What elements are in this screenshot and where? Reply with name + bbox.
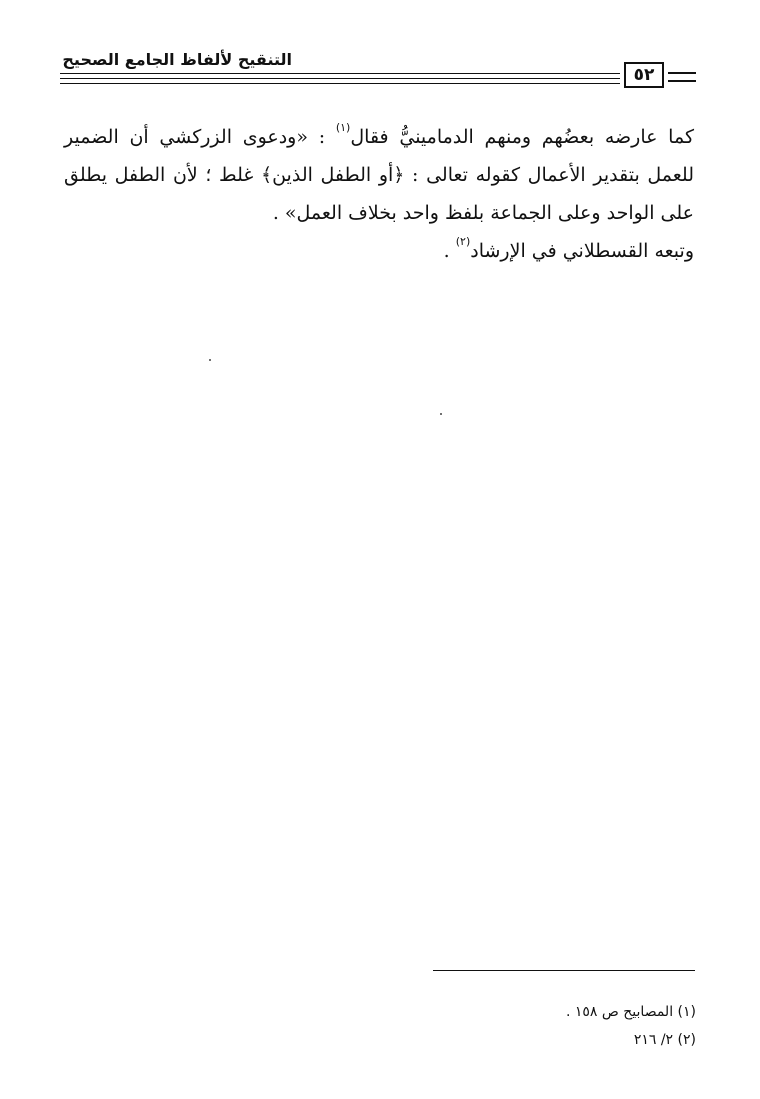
scan-speck — [209, 359, 211, 361]
paragraph-2-text-b: . — [443, 240, 456, 262]
footnotes — [420, 998, 696, 1054]
header-rule-double — [60, 78, 620, 84]
paragraph-1 — [64, 118, 694, 232]
paragraph-2-text-a: وتبعه القسطلاني في الإرشاد — [470, 240, 694, 262]
body-text — [64, 118, 694, 270]
header-rule-right — [668, 72, 696, 82]
footnote-ref-2: (٢) — [455, 235, 471, 248]
paragraph-1-text-a: كما عارضه بعضُهم ومنهم الدمامينيُّ فقال — [350, 126, 694, 148]
paragraph-1-text-b: : «ودعوى الزركشي أن الضمير للعمل بتقدير الأعمال كقوله تعالى : ﴿أو الطفل الذين﴾ غلط ؛ لأن الطفل يطلق على الواحد وعلى الجماعة بلفظ واحد بخلاف العمل» . — [64, 126, 694, 224]
paragraph-2 — [64, 232, 694, 270]
page-number-box: ٥٢ — [624, 62, 664, 88]
running-header-title: التنقيح لألفاظ الجامع الصحيح — [62, 50, 292, 69]
scan-speck — [440, 413, 442, 415]
header-rule-top — [60, 73, 620, 74]
footnote-ref-1: (١) — [335, 121, 351, 134]
footnote-1: (١) المصابيح ص ١٥٨ . — [565, 1004, 696, 1020]
footnote-separator — [433, 970, 695, 971]
footnote-2: (٢) ٢/ ٢١٦ — [633, 1032, 696, 1048]
